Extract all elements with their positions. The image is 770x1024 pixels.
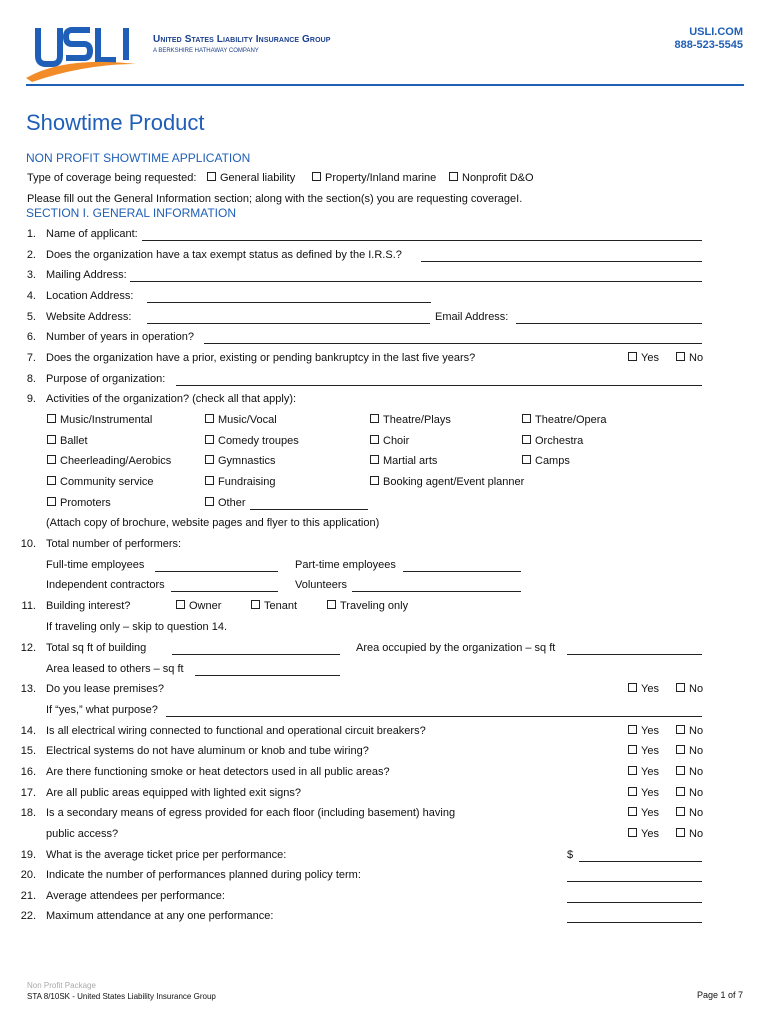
yes-option[interactable]: Yes xyxy=(628,787,659,800)
footer-form-id: STA 8/10SK - United States Liability Insurance Group xyxy=(27,992,216,1001)
checkbox[interactable] xyxy=(370,476,379,485)
q17-label: Are all public areas equipped with lighted exit signs? xyxy=(46,787,301,799)
area-leased-field[interactable] xyxy=(195,675,340,676)
checkbox[interactable] xyxy=(676,745,685,754)
area-leased-label: Area leased to others – sq ft xyxy=(46,663,184,675)
activity-option[interactable]: Other xyxy=(205,497,246,510)
company-subtitle: A BERKSHIRE HATHAWAY COMPANY xyxy=(153,48,259,54)
q-number: 5. xyxy=(26,311,36,323)
checkbox[interactable] xyxy=(47,476,56,485)
checkbox[interactable] xyxy=(47,435,56,444)
yes-option[interactable]: Yes xyxy=(628,352,659,365)
checkbox[interactable] xyxy=(676,683,685,692)
q-number: 13. xyxy=(20,683,36,695)
years-field[interactable] xyxy=(204,343,702,344)
checkbox[interactable] xyxy=(47,414,56,423)
fulltime-label: Full-time employees xyxy=(46,559,145,571)
checkbox[interactable] xyxy=(628,725,637,734)
q-number: 7. xyxy=(26,352,36,364)
q22-label: Maximum attendance at any one performance: xyxy=(46,910,274,922)
q-number: 12. xyxy=(20,642,36,654)
activity-option[interactable]: Fundraising xyxy=(205,476,275,489)
q4-label: Location Address: xyxy=(46,290,134,302)
q19-label: What is the average ticket price per performance: xyxy=(46,849,287,861)
checkbox[interactable] xyxy=(251,600,260,609)
building-traveling-option[interactable]: Traveling only xyxy=(327,600,408,613)
q-number: 16. xyxy=(20,766,36,778)
parttime-field[interactable] xyxy=(403,571,521,572)
q-number: 21. xyxy=(20,890,36,902)
q-number: 4. xyxy=(26,290,36,302)
building-owner-option[interactable]: Owner xyxy=(176,600,221,613)
checkbox[interactable] xyxy=(370,455,379,464)
checkbox[interactable] xyxy=(205,414,214,423)
q-number: 19. xyxy=(20,849,36,861)
page-number: Page 1 of 7 xyxy=(696,990,743,1000)
activity-option[interactable]: Cheerleading/Aerobics xyxy=(47,455,171,468)
q12-label: Total sq ft of building xyxy=(46,642,147,654)
activity-option[interactable]: Comedy troupes xyxy=(205,435,299,448)
purpose-field[interactable] xyxy=(176,385,702,386)
checkbox[interactable] xyxy=(628,745,637,754)
activity-option[interactable]: Community service xyxy=(47,476,154,489)
checkbox[interactable] xyxy=(370,414,379,423)
q20-label: Indicate the number of performances planned during policy term: xyxy=(46,869,361,881)
q-number: 6. xyxy=(26,331,36,343)
phone-number: 888-523-5545 xyxy=(674,39,743,51)
q-number: 9. xyxy=(26,393,36,405)
yes-option[interactable]: Yes xyxy=(628,745,659,758)
checkbox[interactable] xyxy=(676,807,685,816)
checkbox[interactable] xyxy=(676,766,685,775)
q1-label: Name of applicant: xyxy=(46,228,138,240)
yes-option[interactable]: Yes xyxy=(628,766,659,779)
page-title: Showtime Product xyxy=(26,110,205,135)
checkbox[interactable] xyxy=(676,828,685,837)
applicant-name-field[interactable] xyxy=(142,240,702,241)
q-number: 8. xyxy=(26,373,36,385)
checkbox[interactable] xyxy=(676,787,685,796)
checkbox[interactable] xyxy=(628,683,637,692)
q-number: 3. xyxy=(26,269,36,281)
area-occupied-label: Area occupied by the organization – sq ft xyxy=(356,642,556,654)
q11-label: Building interest? xyxy=(46,600,131,612)
checkbox[interactable] xyxy=(522,414,531,423)
application-title: NON PROFIT SHOWTIME APPLICATION xyxy=(26,151,251,165)
activity-option[interactable]: Camps xyxy=(522,455,570,468)
email-field[interactable] xyxy=(516,323,702,324)
activity-option[interactable]: Gymnastics xyxy=(205,455,275,468)
mailing-address-field[interactable] xyxy=(130,281,702,282)
q8-label: Purpose of organization: xyxy=(46,373,166,385)
q-number: 15. xyxy=(20,745,36,757)
yes-option[interactable]: Yes xyxy=(628,807,659,820)
checkbox[interactable] xyxy=(205,435,214,444)
checkbox[interactable] xyxy=(370,435,379,444)
checkbox[interactable] xyxy=(676,725,685,734)
checkbox[interactable] xyxy=(205,455,214,464)
checkbox[interactable] xyxy=(327,600,336,609)
usli-logo-graphic xyxy=(24,22,142,82)
checkbox[interactable] xyxy=(628,807,637,816)
email-label: Email Address: xyxy=(435,311,509,323)
coverage-label: Type of coverage being requested: xyxy=(27,172,197,184)
no-option[interactable]: No xyxy=(676,725,703,738)
q16-label: Are there functioning smoke or heat detectors used in all public areas? xyxy=(46,766,390,778)
ticket-price-field[interactable] xyxy=(579,861,702,862)
q3-label: Mailing Address: xyxy=(46,269,127,281)
q13-label: Do you lease premises? xyxy=(46,683,165,695)
no-option[interactable]: No xyxy=(676,828,703,841)
company-name: United States Liability Insurance Group xyxy=(153,34,331,45)
activity-option[interactable]: Music/Instrumental xyxy=(47,414,152,427)
q-number: 14. xyxy=(20,725,36,737)
dollar-sign: $ xyxy=(567,849,574,861)
checkbox[interactable] xyxy=(207,172,216,181)
checkbox[interactable] xyxy=(449,172,458,181)
area-occupied-field[interactable] xyxy=(567,654,702,655)
no-option[interactable]: No xyxy=(676,766,703,779)
fulltime-field[interactable] xyxy=(155,571,278,572)
q14-label: Is all electrical wiring connected to functional and operational circuit breakers? xyxy=(46,725,426,737)
coverage-general-liability[interactable]: General liability xyxy=(207,172,295,185)
q15-label: Electrical systems do not have aluminum or knob and tube wiring? xyxy=(46,745,369,757)
checkbox[interactable] xyxy=(628,787,637,796)
checkbox[interactable] xyxy=(628,828,637,837)
checkbox[interactable] xyxy=(205,497,214,506)
q21-label: Average attendees per performance: xyxy=(46,890,225,902)
activity-option[interactable]: Theatre/Opera xyxy=(522,414,607,427)
activity-option[interactable]: Choir xyxy=(370,435,409,448)
avg-attendees-field[interactable] xyxy=(567,902,702,903)
q-number: 10. xyxy=(20,538,36,550)
no-option[interactable]: No xyxy=(676,352,703,365)
max-attendance-field[interactable] xyxy=(567,922,702,923)
q-number: 17. xyxy=(20,787,36,799)
tax-exempt-field[interactable] xyxy=(421,261,702,262)
q-number: 20. xyxy=(20,869,36,881)
header-divider xyxy=(26,84,744,86)
website[interactable]: USLI.COM xyxy=(689,26,743,38)
q-number: 22. xyxy=(20,910,36,922)
q-number: 1. xyxy=(26,228,36,240)
activity-option[interactable]: Music/Vocal xyxy=(205,414,277,427)
building-tenant-option[interactable]: Tenant xyxy=(251,600,297,613)
parttime-label: Part-time employees xyxy=(295,559,396,571)
checkbox[interactable] xyxy=(47,497,56,506)
activity-option[interactable]: Ballet xyxy=(47,435,88,448)
q6-label: Number of years in operation? xyxy=(46,331,194,343)
q-number: 18. xyxy=(20,807,36,819)
no-option[interactable]: No xyxy=(676,787,703,800)
activity-option[interactable]: Orchestra xyxy=(522,435,583,448)
skip-note: If traveling only – skip to question 14. xyxy=(46,621,227,633)
checkbox[interactable] xyxy=(628,766,637,775)
q5-label: Website Address: xyxy=(46,311,132,323)
checkbox[interactable] xyxy=(205,476,214,485)
q2-label: Does the organization have a tax exempt status as defined by the I.R.S.? xyxy=(46,249,402,261)
yes-option[interactable]: Yes xyxy=(628,828,659,841)
checkbox[interactable] xyxy=(176,600,185,609)
q7-label: Does the organization have a prior, existing or pending bankruptcy in the last five years? xyxy=(46,352,476,364)
activity-option[interactable]: Martial arts xyxy=(370,455,437,468)
no-option[interactable]: No xyxy=(676,807,703,820)
checkbox[interactable] xyxy=(47,455,56,464)
performances-field[interactable] xyxy=(567,881,702,882)
activity-option[interactable]: Promoters xyxy=(47,497,111,510)
other-activity-field[interactable] xyxy=(250,509,368,510)
coverage-nonprofit-do[interactable]: Nonprofit D&O xyxy=(449,172,534,185)
checkbox[interactable] xyxy=(676,352,685,361)
section-heading: SECTION I. GENERAL INFORMATION xyxy=(26,206,237,220)
lease-purpose-field[interactable] xyxy=(166,716,702,717)
footer-package: Non Profit Package xyxy=(27,981,96,990)
independent-label: Independent contractors xyxy=(46,579,165,591)
location-address-field[interactable] xyxy=(147,302,431,303)
activity-option[interactable]: Theatre/Plays xyxy=(370,414,451,427)
coverage-property[interactable]: Property/Inland marine xyxy=(312,172,436,185)
q18-label: Is a secondary means of egress provided for each floor (including basement) having xyxy=(46,807,456,819)
volunteers-label: Volunteers xyxy=(295,579,347,591)
q9-label: Activities of the organization? (check all that apply): xyxy=(46,393,297,405)
total-sqft-field[interactable] xyxy=(172,654,340,655)
website-field[interactable] xyxy=(147,323,430,324)
volunteers-field[interactable] xyxy=(352,591,521,592)
q-number: 11. xyxy=(21,600,36,612)
q10-label: Total number of performers: xyxy=(46,538,182,550)
no-option[interactable]: No xyxy=(676,745,703,758)
checkbox[interactable] xyxy=(522,435,531,444)
yes-option[interactable]: Yes xyxy=(628,683,659,696)
instruction-text: Please fill out the General Information section; along with the section(s) you are requesting coverageI. xyxy=(27,193,523,205)
q-number: 2. xyxy=(26,249,36,261)
yes-option[interactable]: Yes xyxy=(628,725,659,738)
independent-field[interactable] xyxy=(171,591,278,592)
no-option[interactable]: No xyxy=(676,683,703,696)
usli-logo xyxy=(24,22,142,82)
checkbox[interactable] xyxy=(522,455,531,464)
checkbox[interactable] xyxy=(312,172,321,181)
checkbox[interactable] xyxy=(628,352,637,361)
activity-option[interactable]: Booking agent/Event planner xyxy=(370,476,524,489)
lease-purpose-label: If “yes,” what purpose? xyxy=(46,704,158,716)
q18-label-cont: public access? xyxy=(46,828,119,840)
attach-note: (Attach copy of brochure, website pages and flyer to this application) xyxy=(46,517,380,529)
